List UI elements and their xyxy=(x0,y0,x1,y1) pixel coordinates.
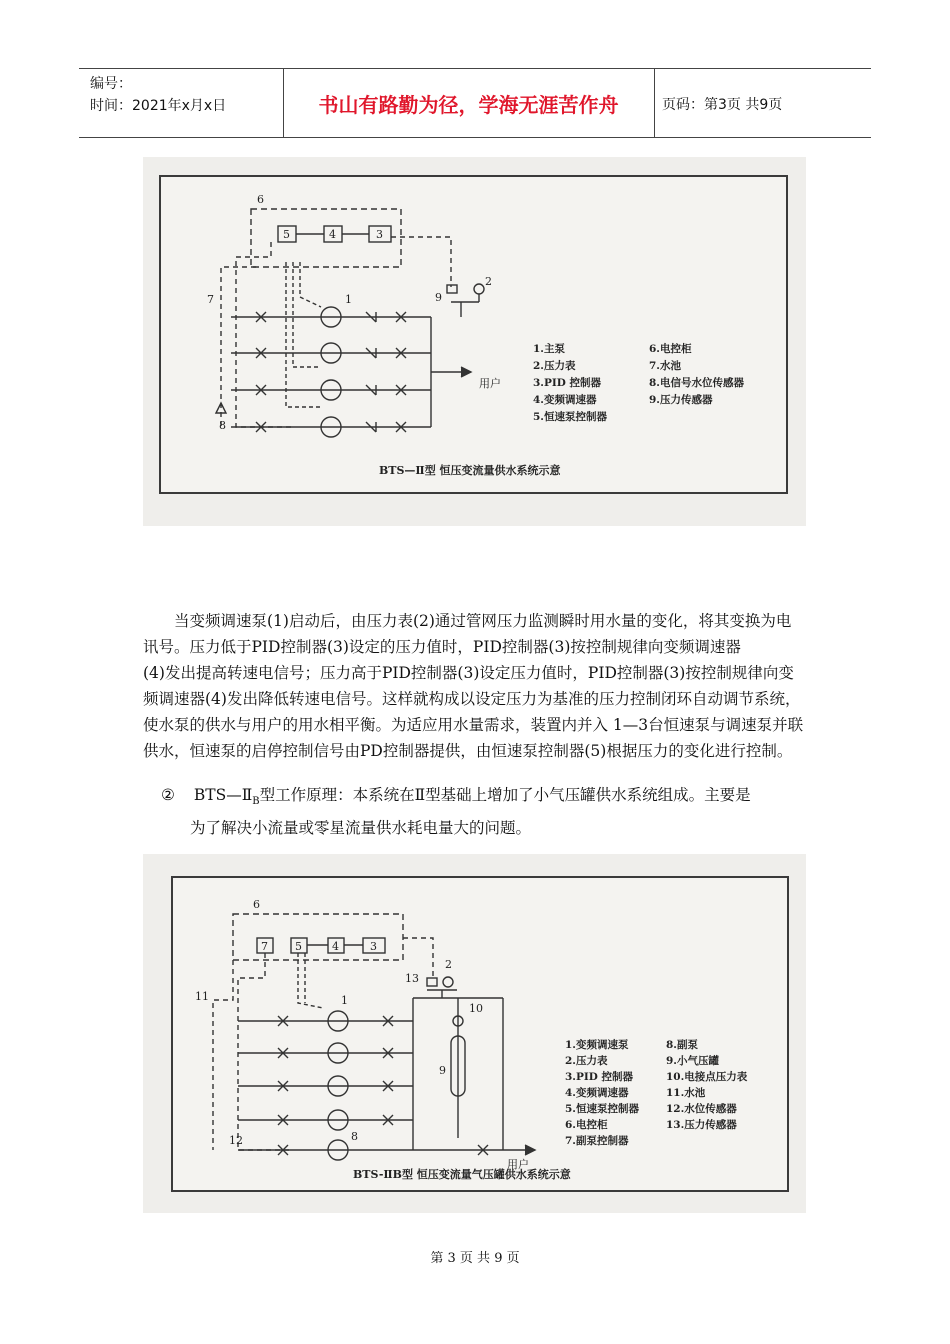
header-right-cell xyxy=(654,69,871,137)
fig2-legend-item: 1.变频调速泵 xyxy=(565,1039,629,1051)
fig1-legend-item: 6.电控柜 xyxy=(649,343,692,355)
model-subscript: B xyxy=(252,796,260,808)
fig1-number-3: 3 xyxy=(376,228,383,241)
fig2-legend-item: 6.电控柜 xyxy=(565,1119,608,1131)
fig1-number-7: 7 xyxy=(207,293,214,306)
fig2-number-3: 3 xyxy=(370,940,377,953)
motto: 书山有路勤为径，学海无涯苦作舟 xyxy=(318,93,619,117)
fig1-number-8: 8 xyxy=(219,419,226,432)
fig2-number-13: 13 xyxy=(405,972,419,985)
paragraph-2-line-1: 型工作原理：本系统在Ⅱ型基础上增加了小气压罐供水系统组成。主要是 xyxy=(259,786,751,804)
fig2-number-12: 12 xyxy=(229,1134,243,1147)
list-marker: ② xyxy=(161,786,175,804)
fig1-user-label: 用户 xyxy=(479,377,501,390)
fig1-number-9: 9 xyxy=(435,291,442,304)
fig2-legend-item: 11.水池 xyxy=(666,1087,706,1099)
fig1-legend-item: 9.压力传感器 xyxy=(649,394,713,406)
fig1-number-5: 5 xyxy=(283,228,290,241)
fig2-legend-item: 5.恒速泵控制器 xyxy=(565,1103,639,1115)
fig2-number-8: 8 xyxy=(351,1130,358,1143)
fig2-number-2: 2 xyxy=(445,958,452,971)
fig2-legend-item: 3.PID 控制器 xyxy=(565,1071,634,1083)
page-footer: 第 3 页 共 9 页 xyxy=(430,1251,520,1266)
fig2-legend-item: 12.水位传感器 xyxy=(666,1103,737,1115)
fig1-number-2: 2 xyxy=(485,275,492,288)
fig2-number-10: 10 xyxy=(469,1002,483,1015)
paragraph-2 xyxy=(143,782,806,841)
fig2-caption: BTS-ⅡB型 恒压变流量气压罐供水系统示意 xyxy=(353,1168,571,1181)
fig2-user-label: 用户 xyxy=(507,1158,529,1171)
paragraph-2-line-2: 为了解决小流量或零星流量供水耗电量大的问题。 xyxy=(190,819,532,838)
fig1-number-1: 1 xyxy=(345,293,352,306)
fig1-legend-item: 4.变频调速器 xyxy=(533,394,597,406)
fig1-legend-item: 1.主泵 xyxy=(533,343,565,355)
fig2-legend-item: 9.小气压罐 xyxy=(666,1055,719,1067)
header-mid-cell xyxy=(283,69,655,137)
page-code: 页码：第3页 共9页 xyxy=(662,97,783,113)
header-left-cell xyxy=(79,69,284,137)
fig2-number-5: 5 xyxy=(295,940,302,953)
figure-2-diagram xyxy=(173,878,787,1190)
fig1-legend-item: 5.恒速泵控制器 xyxy=(533,411,607,423)
fig2-legend-item: 10.电接点压力表 xyxy=(666,1071,748,1083)
number-label: 编号： xyxy=(90,76,132,92)
fig2-number-11: 11 xyxy=(195,990,209,1003)
fig1-caption: BTS—Ⅱ型 恒压变流量供水系统示意 xyxy=(379,464,561,477)
model-lead: BTS—Ⅱ xyxy=(193,786,253,804)
fig2-number-9: 9 xyxy=(439,1064,446,1077)
fig2-legend-item: 2.压力表 xyxy=(565,1055,608,1067)
fig1-number-6: 6 xyxy=(257,193,264,206)
paragraph-1-part-b: (4)发出提高转速电信号；压力高于PID控制器(3)设定压力值时，PID控制器(3)按控制规律向变频调速器(4)发出降低转速电信号。这样就构成以设定压力为基准的压力控制闭环自动调节系统，使水泵的供水与用户的用水相平衡。为适应用水量需求，装置内并入 1—3台恒速泵与调速泵并联供水，恒速泵的启停控制信号由PD控制器提供，由恒速泵控制器(5)根据压力的变化进行控制。 xyxy=(143,664,804,760)
figure-1-diagram xyxy=(161,177,786,492)
fig2-number-1: 1 xyxy=(341,994,348,1007)
figure-1 xyxy=(143,157,806,526)
figure-1-frame xyxy=(159,175,788,494)
fig2-number-4: 4 xyxy=(332,940,339,953)
fig1-legend-item: 7.水池 xyxy=(649,360,681,372)
fig1-legend-item: 2.压力表 xyxy=(533,360,576,372)
fig2-legend-item: 8.副泵 xyxy=(666,1039,698,1051)
paragraph-1 xyxy=(143,608,806,764)
fig2-number-7: 7 xyxy=(261,940,268,953)
paragraph-1-part-a: 当变频调速泵(1)启动后，由压力表(2)通过管网压力监测瞬时用水量的变化，将其变换为电讯号。压力低于PID控制器(3)设定的压力值时，PID控制器(3)按控制规律向变频调速器 xyxy=(143,612,792,656)
figure-2-frame xyxy=(171,876,789,1192)
fig2-legend-item: 13.压力传感器 xyxy=(666,1119,737,1131)
fig1-legend-item: 8.电信号水位传感器 xyxy=(649,377,744,389)
fig1-number-4: 4 xyxy=(329,228,336,241)
figure-2 xyxy=(143,854,806,1213)
fig1-legend-item: 3.PID 控制器 xyxy=(533,377,602,389)
fig2-number-6: 6 xyxy=(253,898,260,911)
fig2-legend-item: 7.副泵控制器 xyxy=(565,1135,629,1147)
time-label: 时间：2021年x月x日 xyxy=(90,98,227,114)
page-header xyxy=(79,68,871,138)
fig2-legend-item: 4.变频调速器 xyxy=(565,1087,629,1099)
